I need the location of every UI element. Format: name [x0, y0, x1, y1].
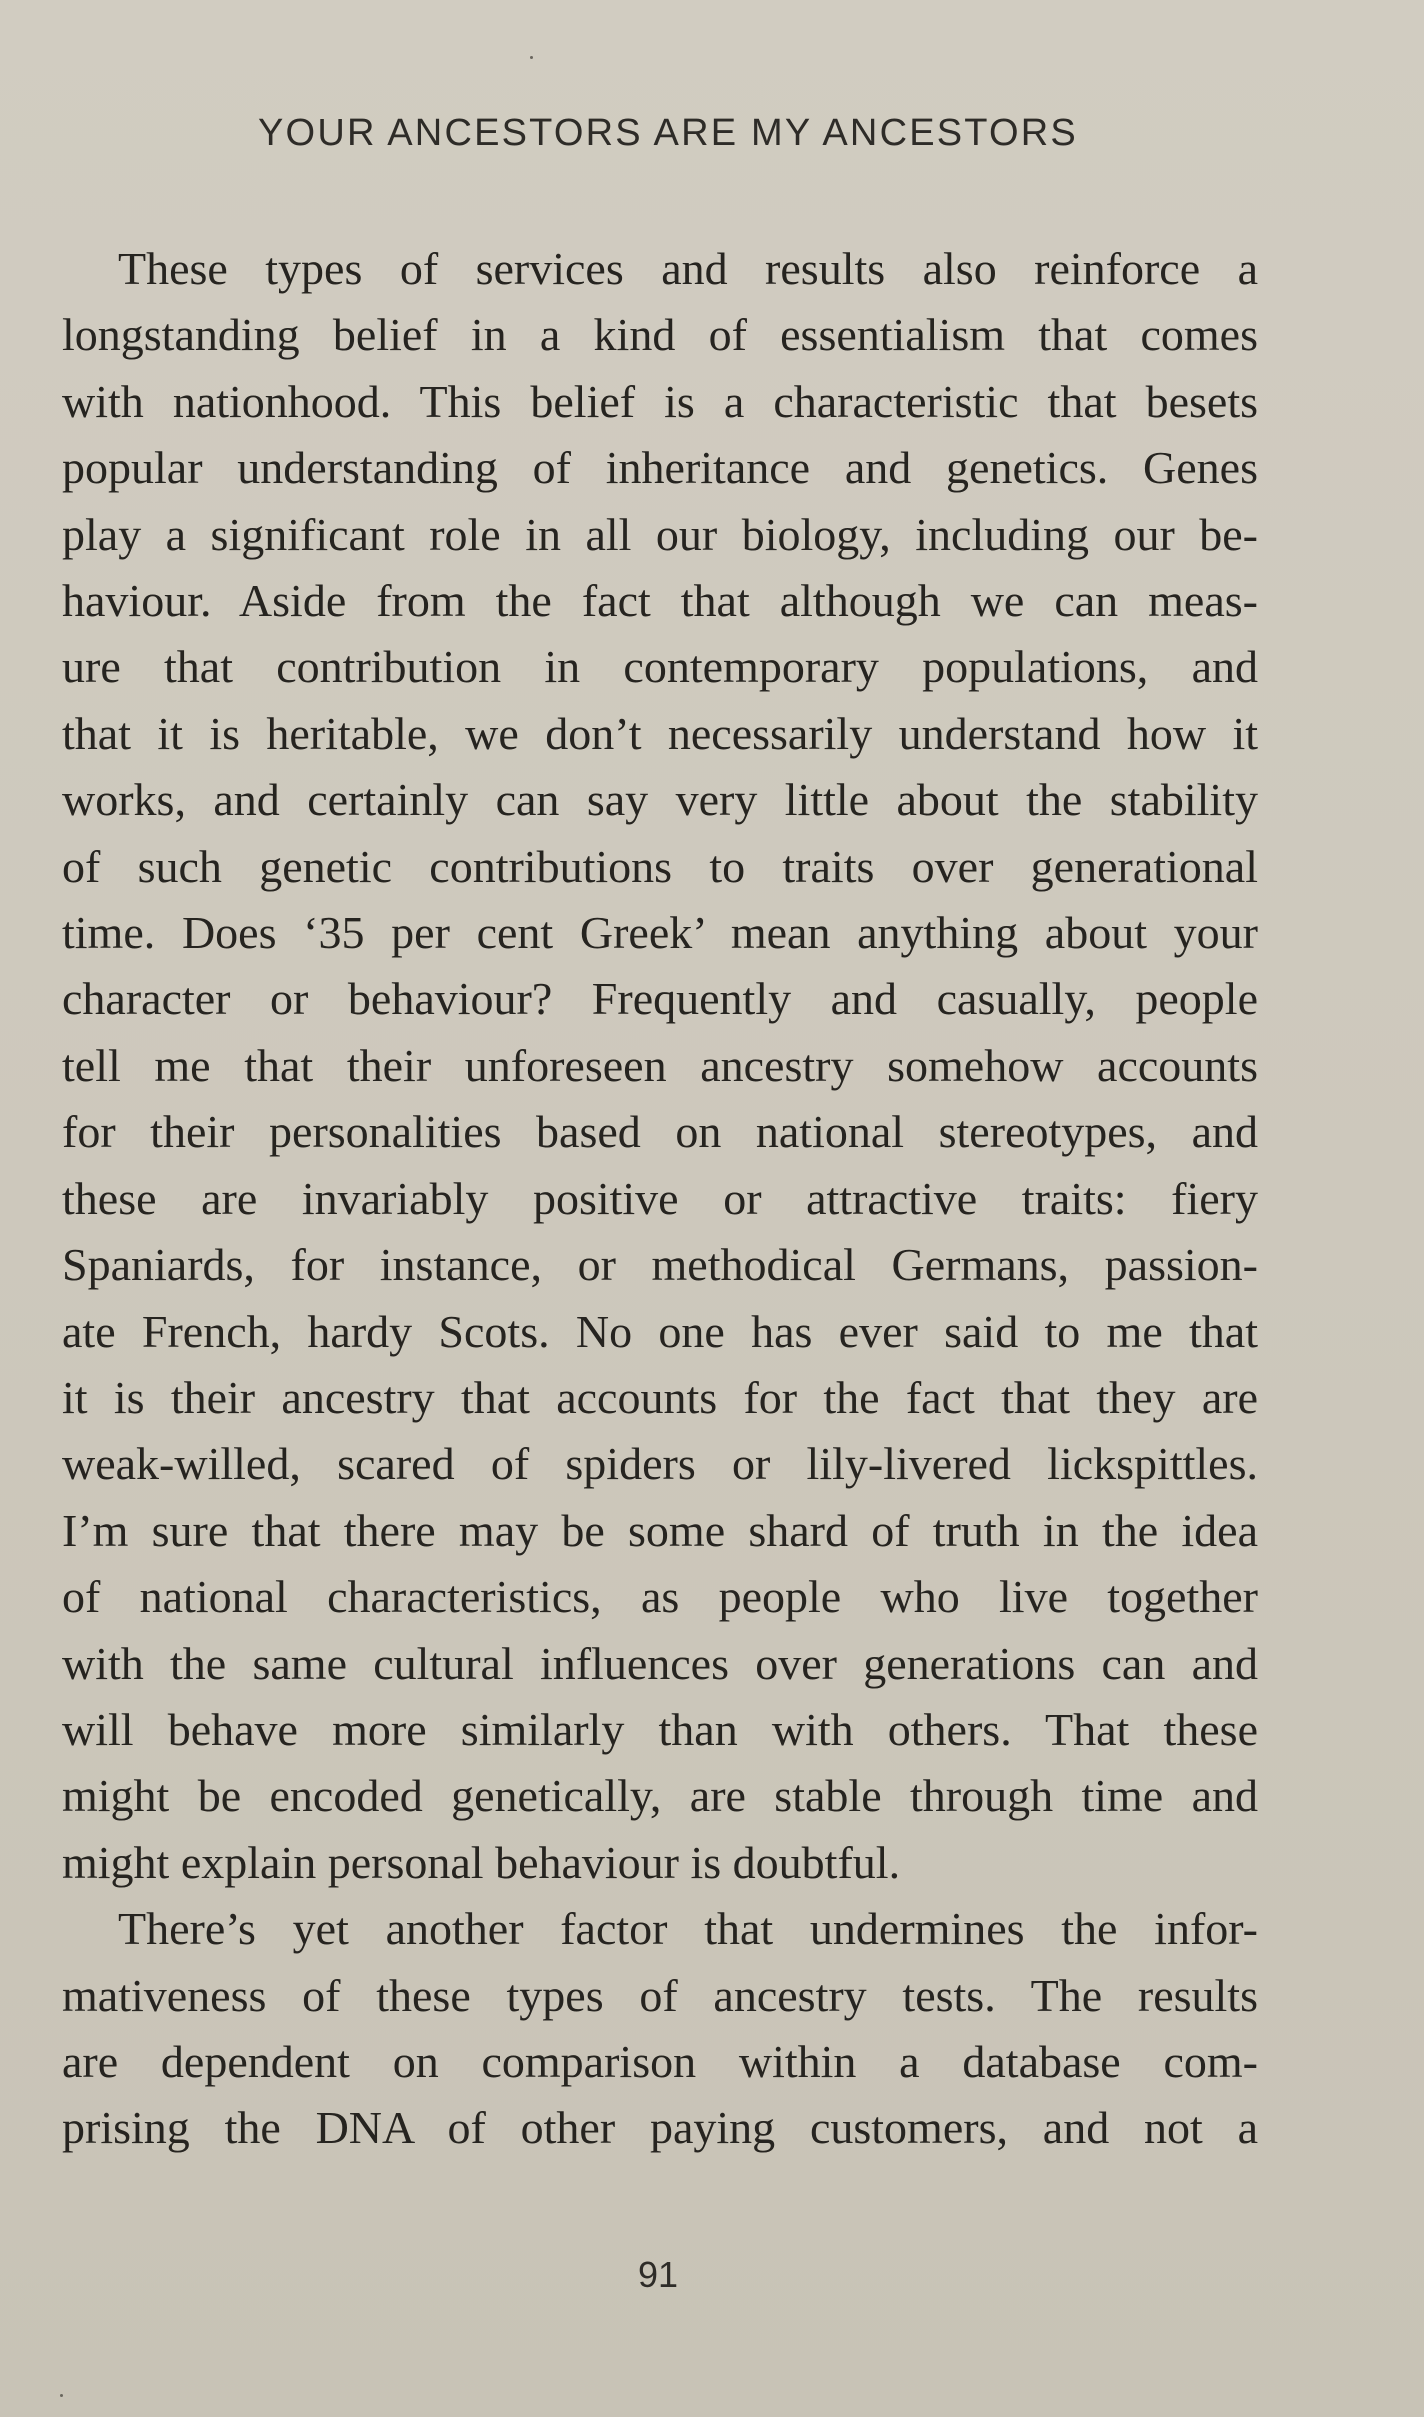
text-line: for their personalities based on national stereotypes, and	[62, 1106, 1258, 1158]
text-line: these are invariably positive or attractive traits: fiery	[62, 1172, 1258, 1224]
text-line: ate French, hardy Scots. No one has ever said to me that	[62, 1305, 1258, 1357]
text-line: might explain personal behaviour is doubtful.	[62, 1836, 901, 1888]
paragraph	[62, 1896, 1258, 2162]
text-line: with nationhood. This belief is a characteristic that besets	[62, 375, 1258, 427]
paper-speck	[60, 2394, 63, 2397]
text-line: play a significant role in all our biology, including our be-	[62, 508, 1258, 560]
text-line: longstanding belief in a kind of essentialism that comes	[62, 309, 1258, 361]
text-line: haviour. Aside from the fact that although we can meas-	[62, 575, 1258, 627]
text-line: weak-willed, scared of spiders or lily-livered lickspittles.	[62, 1438, 1258, 1490]
text-line: with the same cultural influences over generations can and	[62, 1637, 1258, 1689]
text-line: prising the DNA of other paying customers, and not a	[62, 2102, 1258, 2154]
text-line: are dependent on comparison within a database com-	[62, 2035, 1258, 2087]
page-number: 91	[637, 2254, 679, 2295]
text-line: of national characteristics, as people who live together	[62, 1571, 1258, 1623]
text-line: character or behaviour? Frequently and casually, people	[62, 973, 1258, 1025]
text-line: will behave more similarly than with others. That these	[62, 1703, 1258, 1755]
text-line: mativeness of these types of ancestry tests. The results	[62, 1969, 1258, 2021]
text-line: Spaniards, for instance, or methodical Germans, passion-	[62, 1239, 1258, 1291]
text-line: I’m sure that there may be some shard of truth in the idea	[62, 1504, 1258, 1556]
text-line: These types of services and results also reinforce a	[118, 243, 1258, 294]
running-head: YOUR ANCESTORS ARE MY ANCESTORS	[258, 112, 1078, 154]
text-line: of such genetic contributions to traits over generational	[62, 840, 1258, 892]
text-line: that it is heritable, we don’t necessarily understand how it	[62, 707, 1258, 759]
text-line: tell me that their unforeseen ancestry somehow accounts	[62, 1039, 1258, 1091]
paper-speck	[530, 56, 533, 59]
text-line: it is their ancestry that accounts for the fact that they are	[62, 1371, 1258, 1423]
text-line: popular understanding of inheritance and genetics. Genes	[62, 442, 1258, 494]
text-line: might be encoded genetically, are stable through time and	[62, 1770, 1258, 1822]
text-line: There’s yet another factor that undermines the infor-	[118, 1903, 1258, 1955]
text-line: works, and certainly can say very little about the stability	[62, 774, 1258, 826]
paragraph	[62, 236, 1258, 1896]
text-line: time. Does ‘35 per cent Greek’ mean anything about your	[62, 907, 1258, 959]
body-text	[62, 236, 1258, 2162]
text-line: ure that contribution in contemporary populations, and	[62, 641, 1258, 693]
